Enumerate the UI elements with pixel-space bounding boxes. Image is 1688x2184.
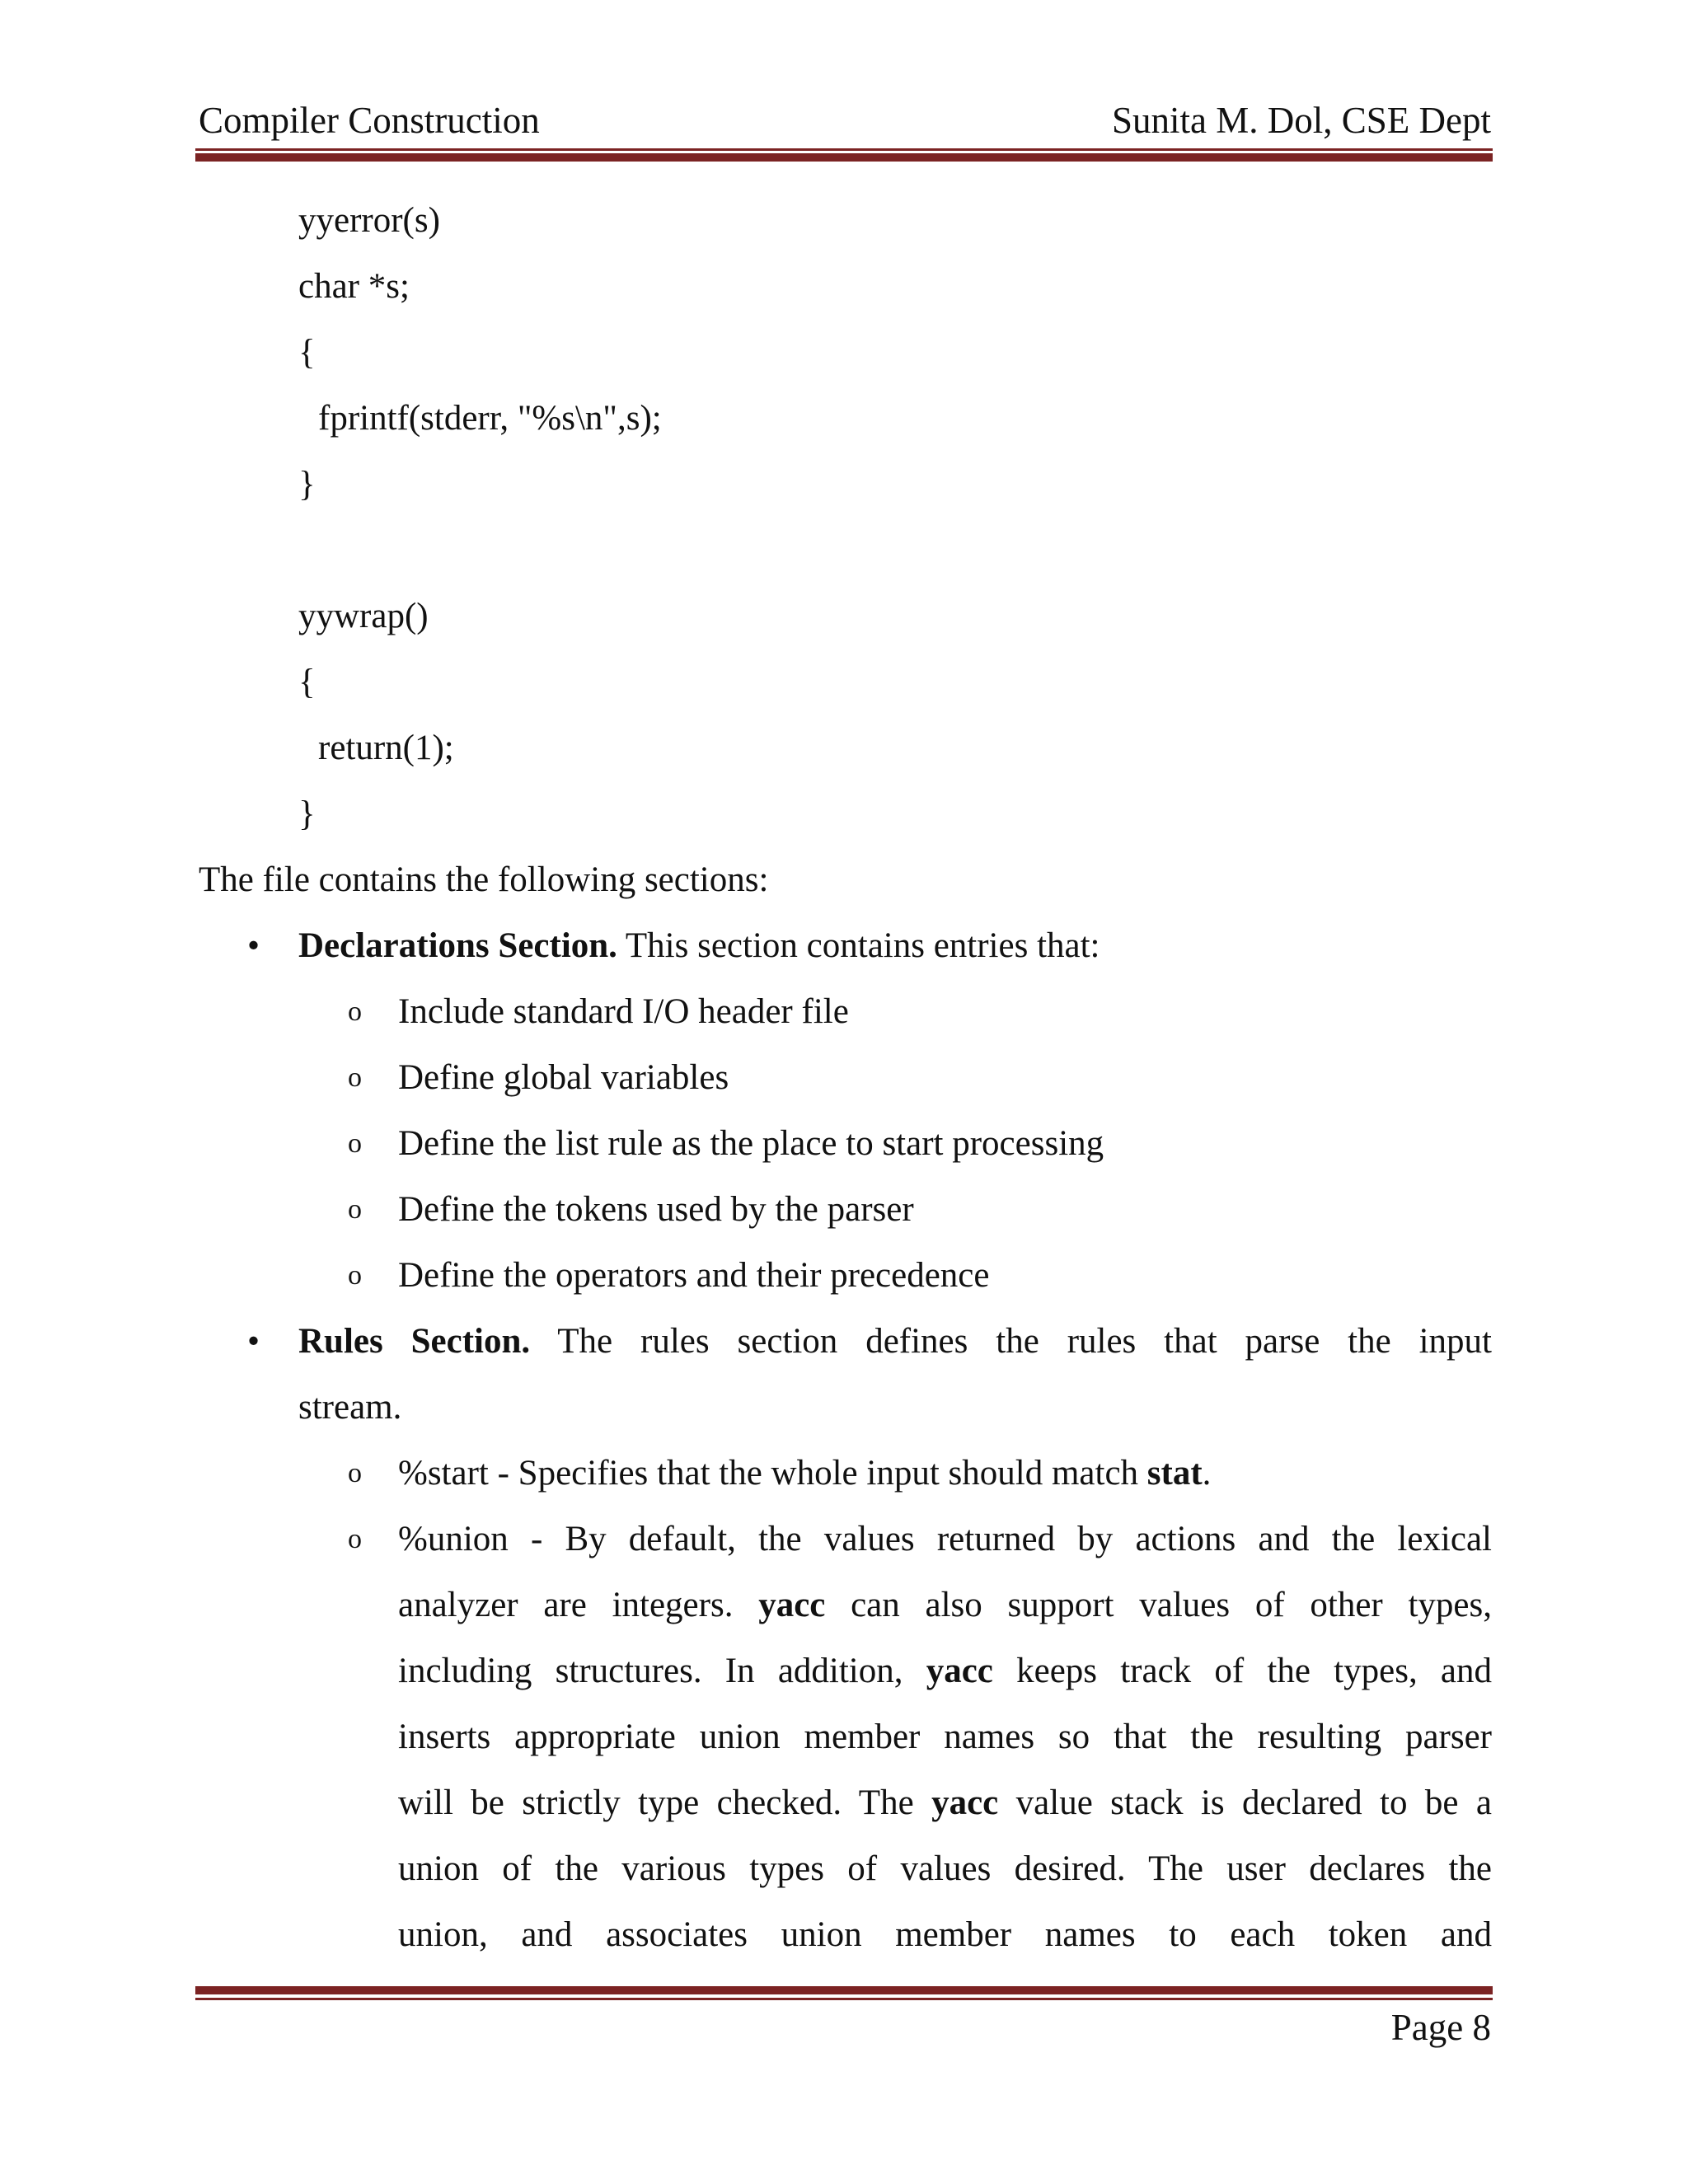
list-item-start [398, 1451, 1211, 1497]
union-text: including structures. In addition, [398, 1652, 926, 1690]
sub-bullet-marker: o [348, 1524, 362, 1554]
page-number: Page 8 [1390, 2007, 1491, 2048]
rules-heading [298, 1319, 1492, 1365]
yacc-keyword: yacc [931, 1783, 999, 1822]
union-text: value stack is declared to be a [998, 1783, 1492, 1822]
sub-bullet-marker: o [348, 996, 362, 1027]
sub-bullet-marker: o [348, 1458, 362, 1488]
list-item: Define the tokens used by the parser [398, 1190, 914, 1229]
footer-rule-thin [195, 1998, 1493, 2000]
header-course-title: Compiler Construction [199, 100, 540, 141]
rules-text-continued: stream. [298, 1388, 402, 1427]
code-line: yywrap() [298, 597, 429, 635]
header-author: Sunita M. Dol, CSE Dept [1111, 100, 1491, 141]
union-line [398, 1648, 1492, 1694]
code-line: char *s; [298, 267, 410, 306]
union-line: inserts appropriate union member names so that the resulting parser [398, 1718, 1492, 1756]
declarations-text: This section contains entries that: [617, 926, 1100, 965]
list-item: Include standard I/O header file [398, 992, 849, 1031]
union-line: union, and associates union member names to each token and [398, 1915, 1492, 1954]
sub-bullet-marker: o [348, 1062, 362, 1093]
rules-text: The rules section defines the rules that parse the input [530, 1322, 1492, 1361]
union-line [398, 1582, 1492, 1629]
code-line: } [298, 465, 316, 504]
rules-title: Rules Section. [298, 1322, 531, 1361]
union-text: keeps track of the types, and [992, 1652, 1492, 1690]
code-line: return(1); [318, 729, 454, 767]
union-line: %union - By default, the values returned by actions and the lexical [398, 1520, 1492, 1558]
intro-paragraph: The file contains the following sections: [199, 860, 769, 899]
code-line: yyerror(s) [298, 201, 440, 240]
list-item: Define the operators and their precedence [398, 1256, 990, 1295]
code-line: fprintf(stderr, "%s\n",s); [318, 399, 662, 438]
code-line: } [298, 794, 316, 833]
code-line: { [298, 663, 316, 701]
declarations-heading [298, 923, 1100, 969]
footer-rule-thick [195, 1986, 1493, 1994]
yacc-keyword: yacc [758, 1586, 826, 1624]
header-rule-thin [195, 148, 1493, 151]
union-text: can also support values of other types, [825, 1586, 1492, 1624]
start-keyword: stat [1146, 1454, 1203, 1493]
sub-bullet-marker: o [348, 1260, 362, 1291]
union-text: will be strictly type checked. The [398, 1783, 932, 1822]
start-text: %start - Specifies that the whole input should match [398, 1454, 1147, 1493]
list-item: Define the list rule as the place to start processing [398, 1124, 1104, 1163]
union-text: analyzer are integers. [398, 1586, 759, 1624]
list-item: Define global variables [398, 1058, 729, 1097]
sub-bullet-marker: o [348, 1194, 362, 1225]
yacc-keyword: yacc [926, 1652, 993, 1690]
declarations-title: Declarations Section. [298, 926, 617, 965]
bullet-marker: • [247, 926, 260, 965]
header-rule-thick [195, 153, 1493, 162]
union-line [398, 1780, 1492, 1826]
code-line: { [298, 333, 316, 372]
bullet-marker: • [247, 1322, 260, 1361]
start-end: . [1202, 1454, 1212, 1493]
union-line: union of the various types of values desired. The user declares the [398, 1849, 1492, 1888]
sub-bullet-marker: o [348, 1128, 362, 1159]
